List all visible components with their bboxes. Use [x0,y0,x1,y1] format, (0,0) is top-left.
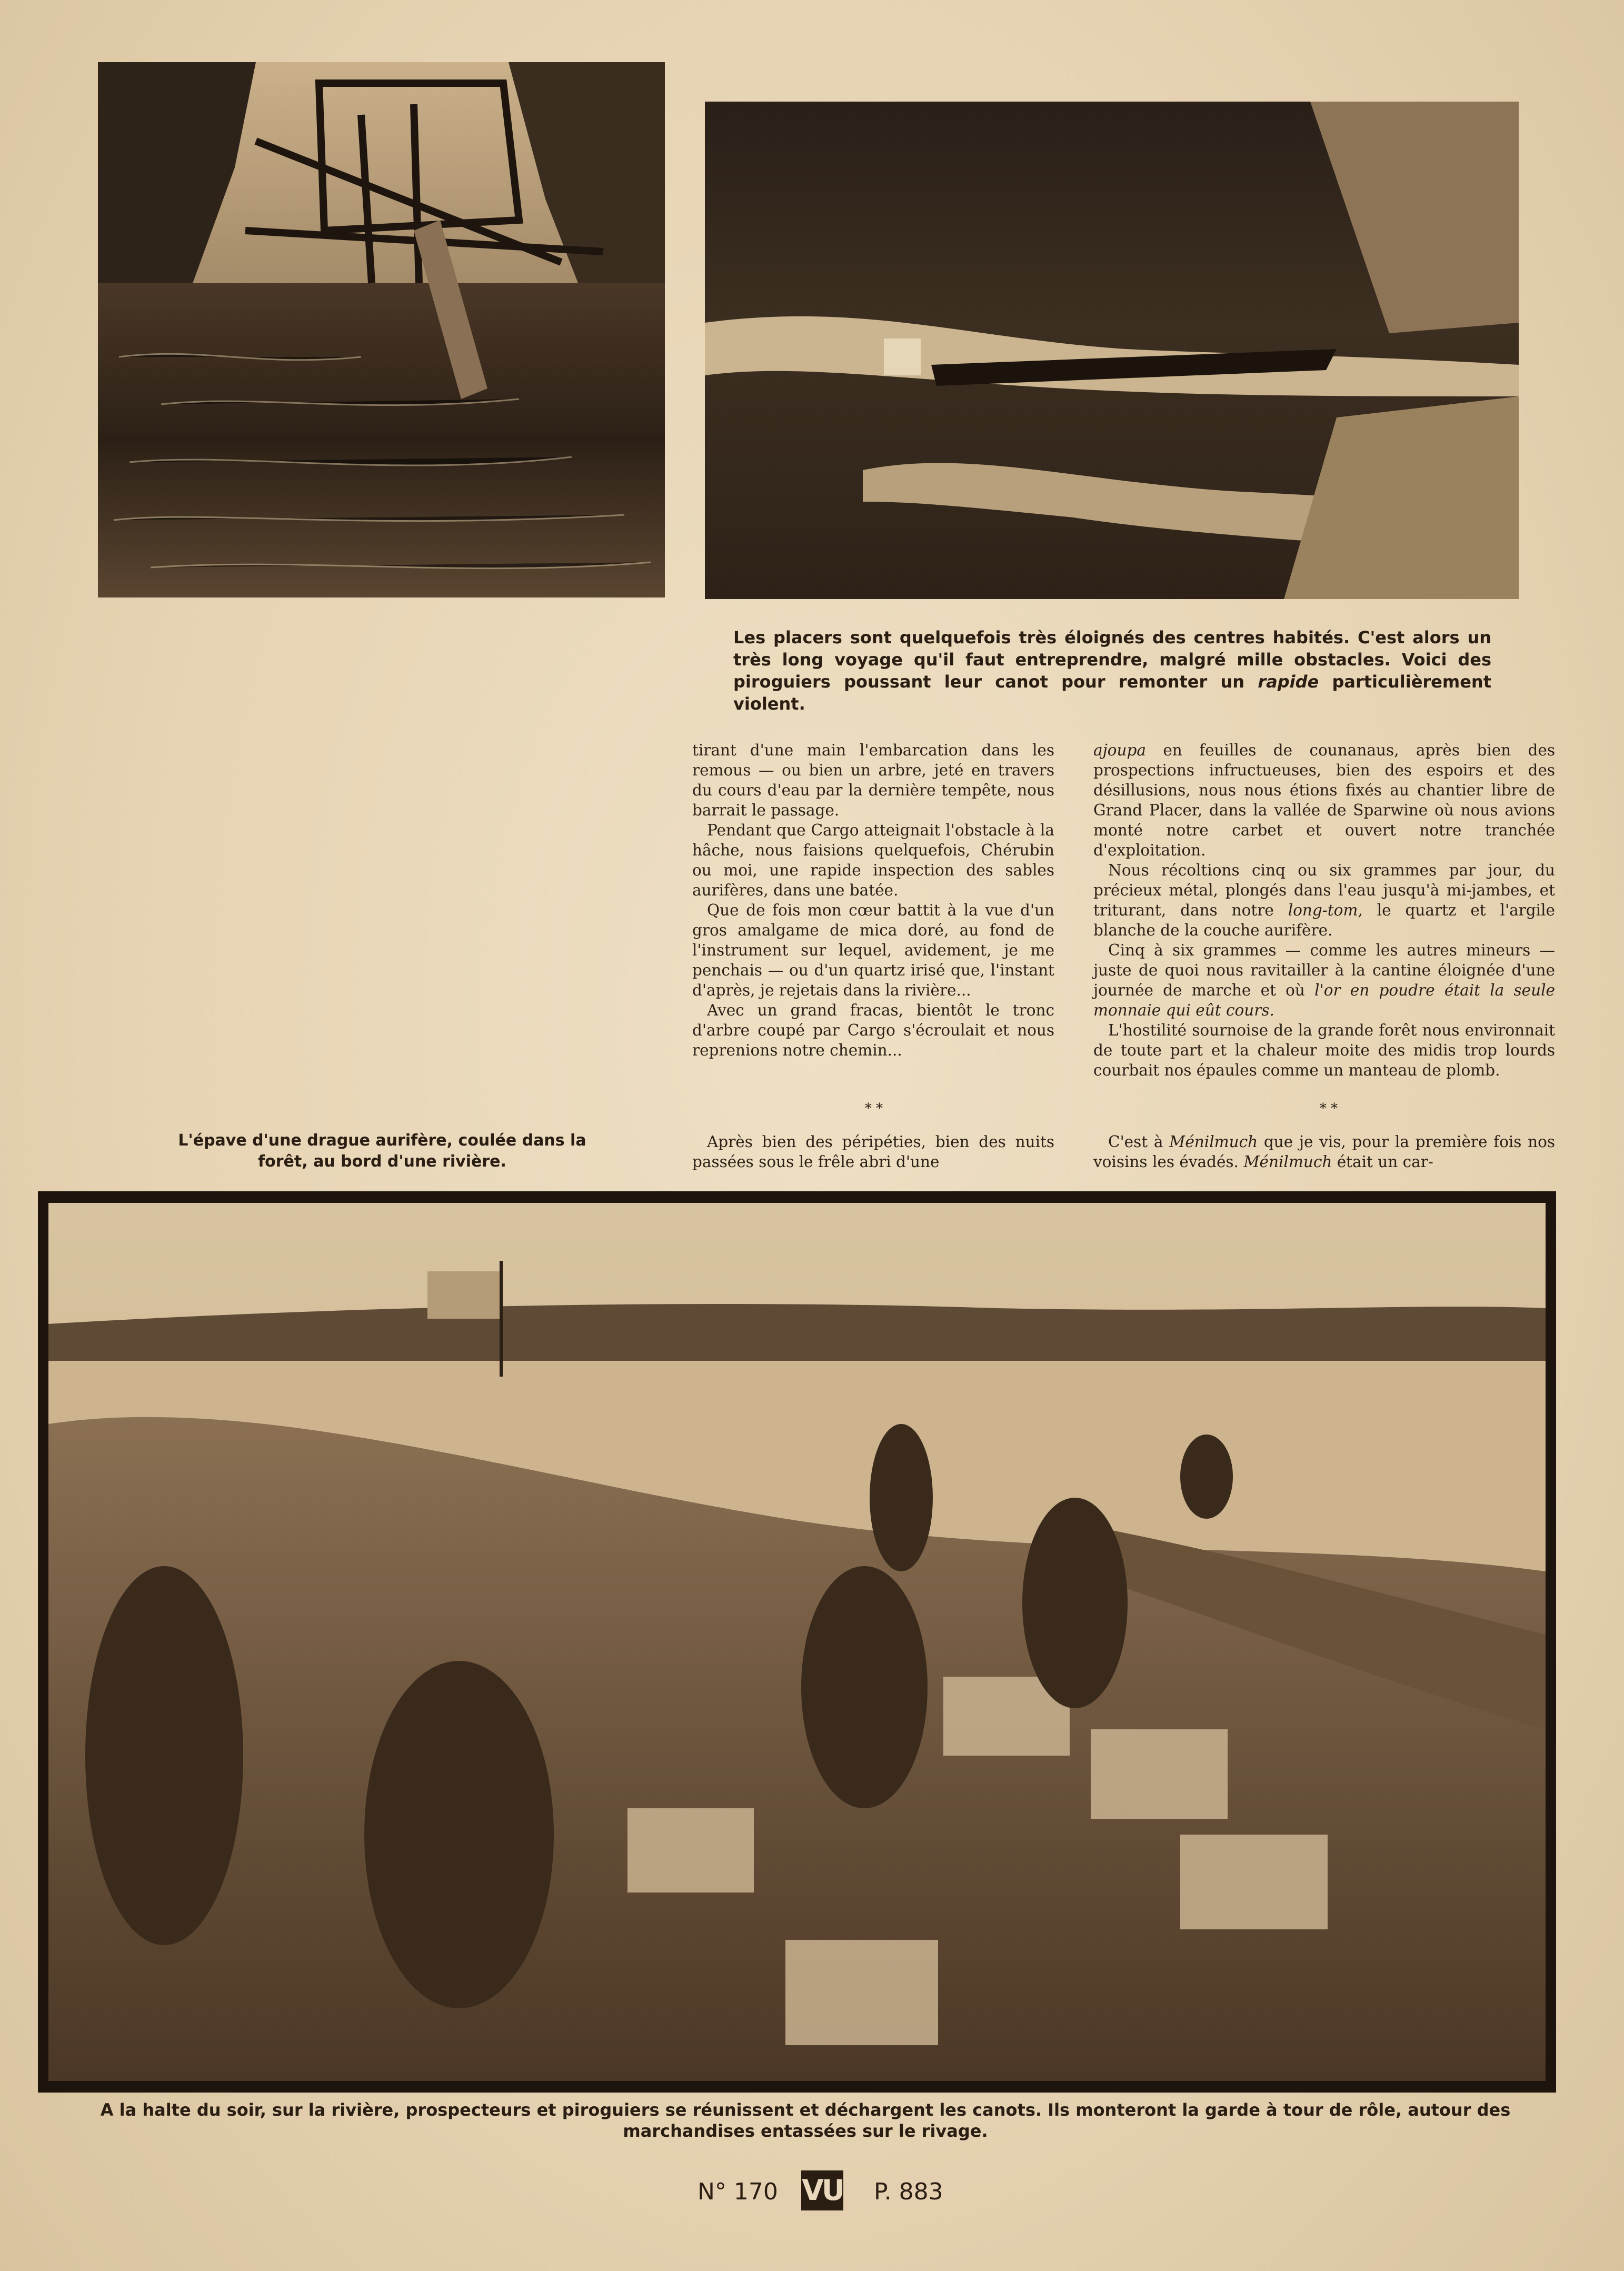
rapids-caption-text: Les placers sont quelquefois très éloignés des centres habités. C'est alors un très long voyage qu'il faut entreprendre, malgré mille obstacles. Voici des piroguiers poussant leur canot pour remonter un [733,627,1491,692]
col2-paragraph-3-emphasis: l'or en poudre était la seule monnaie qui eût cours. [1093,981,1555,1019]
dredge-photo-image [98,62,665,597]
rapids-caption-end: particulièrement violent. [733,672,1492,714]
page-number: P. 883 [874,2178,943,2205]
col2-paragraph-5-a: C'est à [1108,1133,1170,1151]
col1-paragraph-4: Avec un grand fracas, bientôt le tronc d'arbre coupé par Cargo s'écroulait et nous reprenions notre chemin... [692,1001,1054,1059]
canoes-photo [48,1203,1546,2081]
col2-section-break: * * [1319,1101,1338,1117]
dredge-photo [98,62,665,597]
col2-paragraph-4: L'hostilité sournoise de la grande forêt nous environnait de toute part et la chaleur moite des midis trop lourds courbait nos épaules comme un manteau de plomb. [1093,1021,1555,1079]
col2-paragraph-2-a: Nous récoltions cinq ou six grammes par jour, du précieux métal, plongés dans l'eau jusqu'à mi-jambes, et triturant, dans notre [1093,861,1555,919]
col2-paragraph-1 [1093,740,1555,860]
col2-paragraph-3-a: Cinq à six grammes — comme les autres mineurs — juste de quoi nous ravitailler à la cantine éloignée d'une journée de marche et où [1093,941,1555,999]
col2-paragraph-5-c: était un car- [1332,1153,1433,1171]
article-column-1-end [692,1132,1054,1172]
col1-paragraph-5: Après bien des péripéties, bien des nuits passées sous le frêle abri d'une [692,1133,1054,1171]
page-footer [0,2163,1624,2210]
rapids-photo-image [705,102,1519,599]
canoes-photo-image [48,1203,1546,2081]
dredge-caption: L'épave d'une drague aurifère, coulée dans la forêt, au bord d'une rivière. [178,1131,586,1171]
article-column-2-end [1093,1132,1555,1172]
col2-menilmuch-2: Ménilmuch [1243,1153,1332,1171]
col2-ajoupa: ajoupa [1093,741,1146,759]
col1-paragraph-1: tirant d'une main l'embarcation dans les remous — ou bien un arbre, jeté en travers du cours d'eau par la dernière tempête, nous barrait le passage. [692,741,1054,819]
col2-paragraph-2 [1093,860,1555,940]
col2-paragraph-3 [1093,940,1555,1020]
canoes-photo-frame [38,1191,1556,2093]
issue-number: N° 170 [698,2178,778,2205]
rapids-caption [733,626,1491,715]
col1-paragraph-2: Pendant que Cargo atteignait l'obstacle à la hâche, nous faisions quelquefois, Chérubin ou moi, une rapide inspection des sables aurifères, dans une batée. [692,821,1054,899]
vu-logo: VU [801,2170,843,2210]
col2-paragraph-2-b: , le quartz et l'argile blanche de la couche aurifère. [1093,901,1555,939]
col2-menilmuch-1: Ménilmuch [1169,1133,1258,1151]
col1-section-break: * * [864,1101,883,1117]
article-column-2 [1093,740,1555,1080]
canoes-caption: A la halte du soir, sur la rivière, prospecteurs et piroguiers se réunissent et déchargent les canots. Ils monteront la garde à tour de rôle, autour des marchandises entassées sur le rivage. [100,2100,1511,2141]
col2-paragraph-1-text: en feuilles de counanaus, après bien des prospections infructueuses, bien des espoirs et des désillusions, nous nous étions fixés au chantier libre de Grand Placer, dans la vallée de Sparwine où nous avions monté notre carbet et ouvert notre tranchée d'exploitation. [1093,741,1555,859]
col2-paragraph-5-b: que je vis, pour la première fois nos voisins les évadés. [1093,1133,1555,1171]
rapids-caption-emphasis: rapide [1258,672,1319,692]
rapids-photo [705,102,1519,599]
article-column-1 [692,740,1054,1060]
col1-paragraph-3: Que de fois mon cœur battit à la vue d'un gros amalgame de mica doré, au fond de l'instrument sur lequel, avidement, je me penchais — ou d'un quartz irisé que, l'instant d'après, je rejetais dans la rivière... [692,901,1054,999]
col2-long-tom: long-tom [1288,901,1358,919]
col2-paragraph-5 [1093,1132,1555,1172]
